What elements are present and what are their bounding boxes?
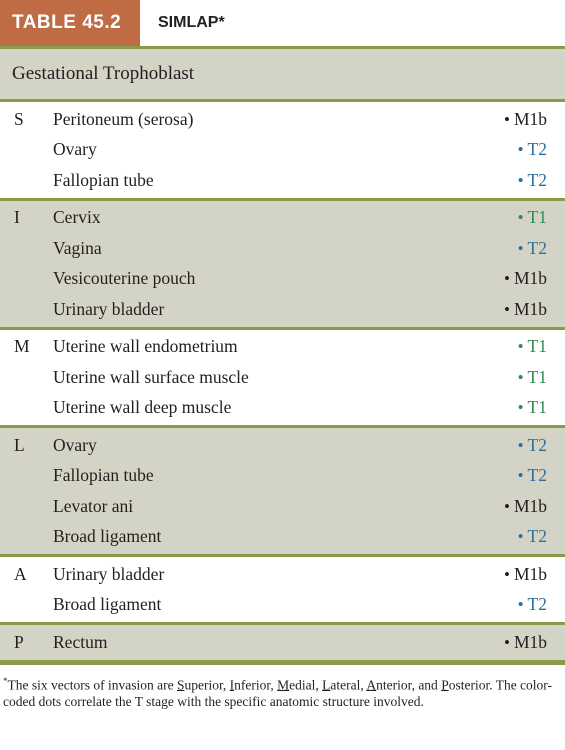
- vector-letter: S: [14, 108, 24, 129]
- stage-cell: [504, 268, 547, 289]
- bullet-dot-icon: •: [517, 140, 524, 160]
- footnote: [0, 665, 565, 711]
- table-row: [0, 393, 565, 424]
- structure-name: Ovary: [53, 139, 97, 160]
- table-row: [0, 559, 565, 590]
- group-l: [0, 428, 565, 554]
- stage-label: T1: [527, 207, 547, 228]
- bullet-dot-icon: •: [503, 269, 510, 289]
- structure-name: Broad ligament: [53, 594, 162, 615]
- table-row: [0, 590, 565, 621]
- bullet-dot-icon: •: [517, 367, 524, 387]
- stage-cell: [518, 435, 547, 456]
- table-row: [0, 362, 565, 393]
- table-row: [0, 522, 565, 553]
- table-row: [0, 430, 565, 461]
- structure-name: Uterine wall surface muscle: [53, 366, 249, 387]
- stage-label: T2: [527, 594, 547, 615]
- stage-cell: [504, 496, 547, 517]
- stage-label: M1b: [513, 495, 547, 516]
- stage-cell: [518, 336, 547, 357]
- bullet-dot-icon: •: [517, 527, 524, 547]
- stage-cell: [504, 299, 547, 320]
- stage-cell: [518, 238, 547, 259]
- group-a: [0, 557, 565, 622]
- bullet-dot-icon: •: [517, 208, 524, 228]
- stage-label: T2: [527, 139, 547, 160]
- bullet-dot-icon: •: [503, 299, 510, 319]
- stage-cell: [504, 109, 547, 130]
- bullet-dot-icon: •: [517, 398, 524, 418]
- stage-label: T2: [527, 434, 547, 455]
- stage-cell: [518, 594, 547, 615]
- structure-name: Urinary bladder: [53, 563, 165, 584]
- stage-cell: [518, 397, 547, 418]
- stage-label: M1b: [513, 631, 547, 652]
- stage-label: T1: [527, 397, 547, 418]
- structure-name: Levator ani: [53, 495, 134, 516]
- group-m: [0, 330, 565, 426]
- structure-name: Urinary bladder: [53, 298, 165, 319]
- bullet-dot-icon: •: [503, 632, 510, 652]
- group-i: [0, 201, 565, 327]
- structure-name: Cervix: [53, 207, 101, 228]
- stage-label: M1b: [513, 268, 547, 289]
- table-header: [0, 0, 565, 46]
- table-number: TABLE 45.2: [0, 0, 140, 46]
- stage-label: T2: [527, 169, 547, 190]
- stage-label: T2: [527, 237, 547, 258]
- table-row: [0, 135, 565, 166]
- bullet-dot-icon: •: [517, 435, 524, 455]
- structure-name: Uterine wall deep muscle: [53, 397, 232, 418]
- group-s: [0, 102, 565, 198]
- table-title: SIMLAP*: [140, 0, 225, 46]
- structure-name: Fallopian tube: [53, 465, 154, 486]
- stage-cell: [504, 632, 547, 653]
- stage-cell: [518, 139, 547, 160]
- bullet-dot-icon: •: [517, 170, 524, 190]
- stage-cell: [518, 207, 547, 228]
- table-row: [0, 165, 565, 196]
- table-row: [0, 203, 565, 234]
- stage-cell: [518, 367, 547, 388]
- table-body: [0, 102, 565, 665]
- stage-cell: [504, 564, 547, 585]
- stage-cell: [518, 170, 547, 191]
- table-row: [0, 264, 565, 295]
- stage-label: M1b: [513, 108, 547, 129]
- stage-label: T2: [527, 465, 547, 486]
- vector-letter: I: [14, 207, 20, 228]
- bullet-dot-icon: •: [503, 109, 510, 129]
- footnote-text: The six vectors of invasion are Superior, Inferior, Medial, Lateral, Anterior, and Posterior. The color-coded dots correlate the T stage with the specific anatomic structure involved.: [3, 677, 553, 709]
- bullet-dot-icon: •: [517, 238, 524, 258]
- stage-cell: [518, 465, 547, 486]
- stage-label: T1: [527, 366, 547, 387]
- structure-name: Peritoneum (serosa): [53, 108, 194, 129]
- structure-name: Fallopian tube: [53, 169, 154, 190]
- bullet-dot-icon: •: [517, 595, 524, 615]
- stage-label: M1b: [513, 563, 547, 584]
- vector-letter: L: [14, 434, 25, 455]
- table-row: [0, 491, 565, 522]
- structure-name: Rectum: [53, 631, 108, 652]
- bullet-dot-icon: •: [503, 564, 510, 584]
- table-row: [0, 233, 565, 264]
- structure-name: Vesicouterine pouch: [53, 268, 196, 289]
- table-row: [0, 332, 565, 363]
- bullet-dot-icon: •: [517, 466, 524, 486]
- group-p: [0, 625, 565, 660]
- section-title: Gestational Trophoblast: [0, 49, 565, 99]
- structure-name: Uterine wall endometrium: [53, 336, 238, 357]
- table-row: [0, 627, 565, 658]
- vector-letter: A: [14, 563, 27, 584]
- structure-name: Vagina: [53, 237, 102, 258]
- bullet-dot-icon: •: [503, 496, 510, 516]
- bullet-dot-icon: •: [517, 337, 524, 357]
- stage-label: T1: [527, 336, 547, 357]
- table-row: [0, 104, 565, 135]
- structure-name: Broad ligament: [53, 526, 162, 547]
- stage-cell: [518, 526, 547, 547]
- vector-letter: P: [14, 631, 24, 652]
- structure-name: Ovary: [53, 434, 97, 455]
- vector-letter: M: [14, 336, 30, 357]
- stage-label: M1b: [513, 298, 547, 319]
- table-row: [0, 294, 565, 325]
- stage-label: T2: [527, 526, 547, 547]
- footnote-marker: *: [3, 675, 8, 686]
- table-row: [0, 461, 565, 492]
